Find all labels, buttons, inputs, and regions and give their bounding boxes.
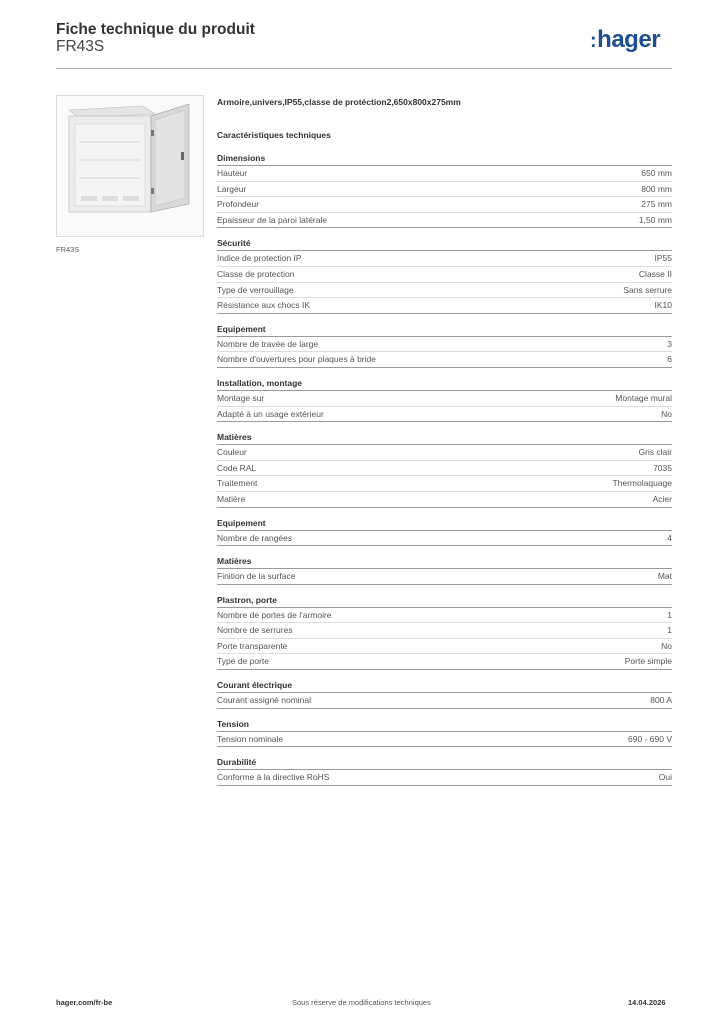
spec-row: [217, 298, 672, 314]
spec-row: [217, 352, 672, 368]
spec-value: 800 mm: [641, 183, 672, 194]
spec-label: Nombre d'ouvertures pour plaques à bride: [217, 354, 376, 365]
spec-label: Matière: [217, 493, 246, 504]
page-title: Fiche technique du produit: [56, 21, 255, 38]
spec-label: Profondeur: [217, 199, 260, 210]
characteristics-title: Caractéristiques techniques: [217, 130, 331, 140]
spec-row: [217, 182, 672, 198]
spec-sections: [217, 153, 672, 786]
spec-row: [217, 531, 672, 547]
spec-section: [217, 432, 672, 507]
spec-value: IK10: [654, 300, 672, 311]
spec-section: [217, 680, 672, 709]
spec-label: Indice de protection IP: [217, 253, 302, 264]
spec-row: [217, 445, 672, 461]
spec-value: 1: [667, 625, 672, 636]
spec-value: 1,50 mm: [638, 214, 672, 225]
spec-value: Porte simple: [624, 656, 672, 667]
spec-value: Mat: [657, 571, 672, 582]
spec-label: Hauteur: [217, 168, 248, 178]
section-title: Equipement: [217, 518, 672, 531]
spec-content: [217, 97, 672, 796]
spec-row: [217, 391, 672, 407]
spec-section: [217, 719, 672, 748]
spec-row: [217, 608, 672, 624]
section-title: Matières: [217, 556, 672, 569]
spec-row: [217, 476, 672, 492]
spec-label: Epaisseur de la paroi latérale: [217, 214, 328, 225]
spec-label: Adapté à un usage extérieur: [217, 408, 324, 419]
spec-row: [217, 639, 672, 655]
spec-row: [217, 569, 672, 585]
spec-row: [217, 197, 672, 213]
spec-value: No: [661, 408, 672, 419]
spec-row: [217, 492, 672, 508]
spec-value: 3: [667, 338, 672, 349]
spec-label: Type de verrouillage: [217, 284, 294, 295]
spec-value: Gris clair: [638, 447, 672, 458]
spec-section: [217, 556, 672, 585]
spec-value: 4: [667, 532, 672, 543]
product-image-caption: FR43S: [56, 245, 80, 254]
spec-value: 800 A: [650, 695, 672, 706]
spec-row: [217, 251, 672, 267]
footer-notice: Sous réserve de modifications techniques: [292, 998, 431, 1007]
spec-value: 6: [667, 354, 672, 365]
spec-row: [217, 623, 672, 639]
spec-value: 650 mm: [641, 168, 672, 178]
section-title: Tension: [217, 719, 672, 732]
spec-label: Traitement: [217, 478, 258, 489]
section-title: Matières: [217, 432, 672, 445]
logo-text: hager: [597, 26, 661, 53]
section-title: Durabilité: [217, 757, 672, 770]
spec-row: [217, 213, 672, 229]
spec-label: Conforme à la directive RoHS: [217, 772, 330, 783]
spec-label: Courant assigné nominal: [217, 695, 312, 706]
hager-logo: :hager: [590, 26, 661, 53]
spec-row: [217, 283, 672, 299]
section-title: Installation, montage: [217, 378, 672, 391]
spec-row: [217, 693, 672, 709]
spec-section: [217, 238, 672, 313]
spec-row: [217, 770, 672, 786]
spec-value: Thermolaquage: [612, 478, 672, 489]
spec-label: Type de porte: [217, 656, 269, 667]
spec-label: Porte transparente: [217, 640, 288, 651]
product-image: [56, 95, 204, 237]
spec-row: [217, 654, 672, 670]
spec-section: [217, 378, 672, 422]
spec-row: [217, 461, 672, 477]
spec-section: [217, 324, 672, 368]
header-divider: [56, 68, 672, 69]
section-title: Plastron, porte: [217, 595, 672, 608]
spec-row: [217, 267, 672, 283]
spec-row: [217, 166, 672, 182]
spec-label: Largeur: [217, 183, 247, 194]
section-title: Equipement: [217, 324, 672, 337]
spec-label: Couleur: [217, 447, 247, 458]
spec-section: [217, 153, 672, 228]
spec-label: Nombre de rangées: [217, 532, 293, 543]
footer-date: 14.04.2026: [628, 998, 666, 1007]
spec-value: Sans serrure: [623, 284, 672, 295]
spec-label: Montage sur: [217, 392, 265, 403]
spec-value: Acier: [652, 493, 672, 504]
spec-label: Tension nominale: [217, 733, 284, 744]
spec-row: [217, 732, 672, 748]
spec-label: Nombre de travée de large: [217, 338, 319, 349]
section-title: Courant électrique: [217, 680, 672, 693]
spec-row: [217, 407, 672, 423]
spec-value: Oui: [658, 772, 672, 783]
spec-section: [217, 757, 672, 786]
spec-value: Classe II: [638, 268, 672, 279]
footer-website: hager.com/fr-be: [56, 998, 113, 1007]
spec-value: No: [661, 640, 672, 651]
section-title: Sécurité: [217, 238, 672, 251]
spec-label: Nombre de portes de l'armoire: [217, 609, 332, 620]
product-code: FR43S: [56, 38, 105, 55]
product-description: Armoire,univers,IP55,classe de protéction2,650x800x275mm: [217, 97, 461, 107]
spec-label: Résistance aux chocs IK: [217, 300, 311, 311]
spec-section: [217, 518, 672, 547]
spec-value: 275 mm: [641, 199, 672, 210]
spec-label: Finition de la surface: [217, 571, 296, 582]
spec-label: Classe de protection: [217, 268, 295, 279]
spec-section: [217, 595, 672, 670]
spec-label: Code RAL: [217, 462, 257, 473]
spec-label: Nombre de serrures: [217, 625, 293, 636]
spec-value: IP55: [654, 253, 672, 264]
spec-value: 1: [667, 609, 672, 620]
section-title: Dimensions: [217, 153, 672, 166]
spec-value: 7035: [653, 462, 672, 473]
spec-value: Montage mural: [615, 392, 672, 403]
spec-value: 690 - 690 V: [628, 733, 672, 744]
spec-row: [217, 337, 672, 353]
